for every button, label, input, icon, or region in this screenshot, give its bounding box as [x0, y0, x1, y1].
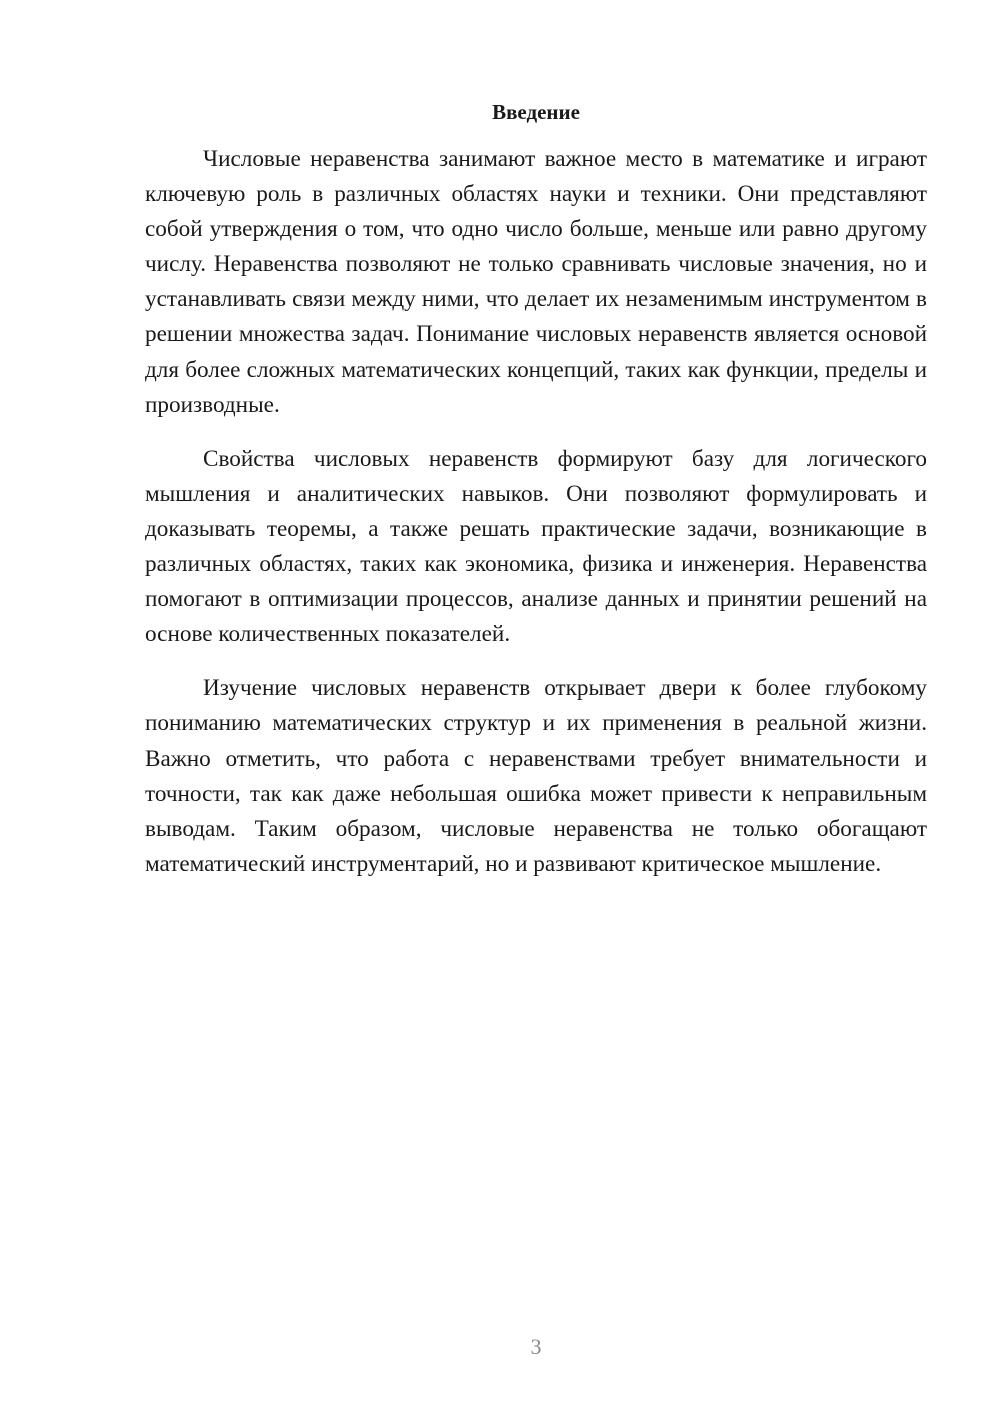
page-number: 3 — [530, 1334, 542, 1359]
paragraph-3: Изучение числовых неравенств открывает двери к более глубокому пониманию математических структур и их применения в реальной жизни. Важно отметить, что работа с неравенствами требует внимательности и точности, так как даже небольшая ошибка может привести к неправильным выводам. Таким образом, числовые неравенства не только обогащают математический инструментарий, но и развивают критическое мышление. — [145, 675, 927, 877]
document-body — [145, 142, 927, 901]
paragraph-2: Свойства числовых неравенств формируют базу для логического мышления и аналитических навыков. Они позволяют формулировать и доказывать теоремы, а также решать практические задачи, возникающие в различных областях, таких как экономика, физика и инженерия. Неравенства помогают в оптимизации процессов, анализе данных и принятии решений на основе количественных показателей. — [145, 445, 927, 648]
section-title: Введение — [492, 100, 580, 124]
paragraph-1: Числовые неравенства занимают важное место в математике и играют ключевую роль в различных областях науки и техники. Они представляют собой утверждения о том, что одно число больше, меньше или равно другому числу. Неравенства позволяют не только сравнивать числовые значения, но и устанавливать связи между ними, что делает их незаменимым инструментом в решении множества задач. Понимание числовых неравенств является основой для более сложных математических концепций, таких как функции, пределы и производные. — [145, 146, 927, 418]
